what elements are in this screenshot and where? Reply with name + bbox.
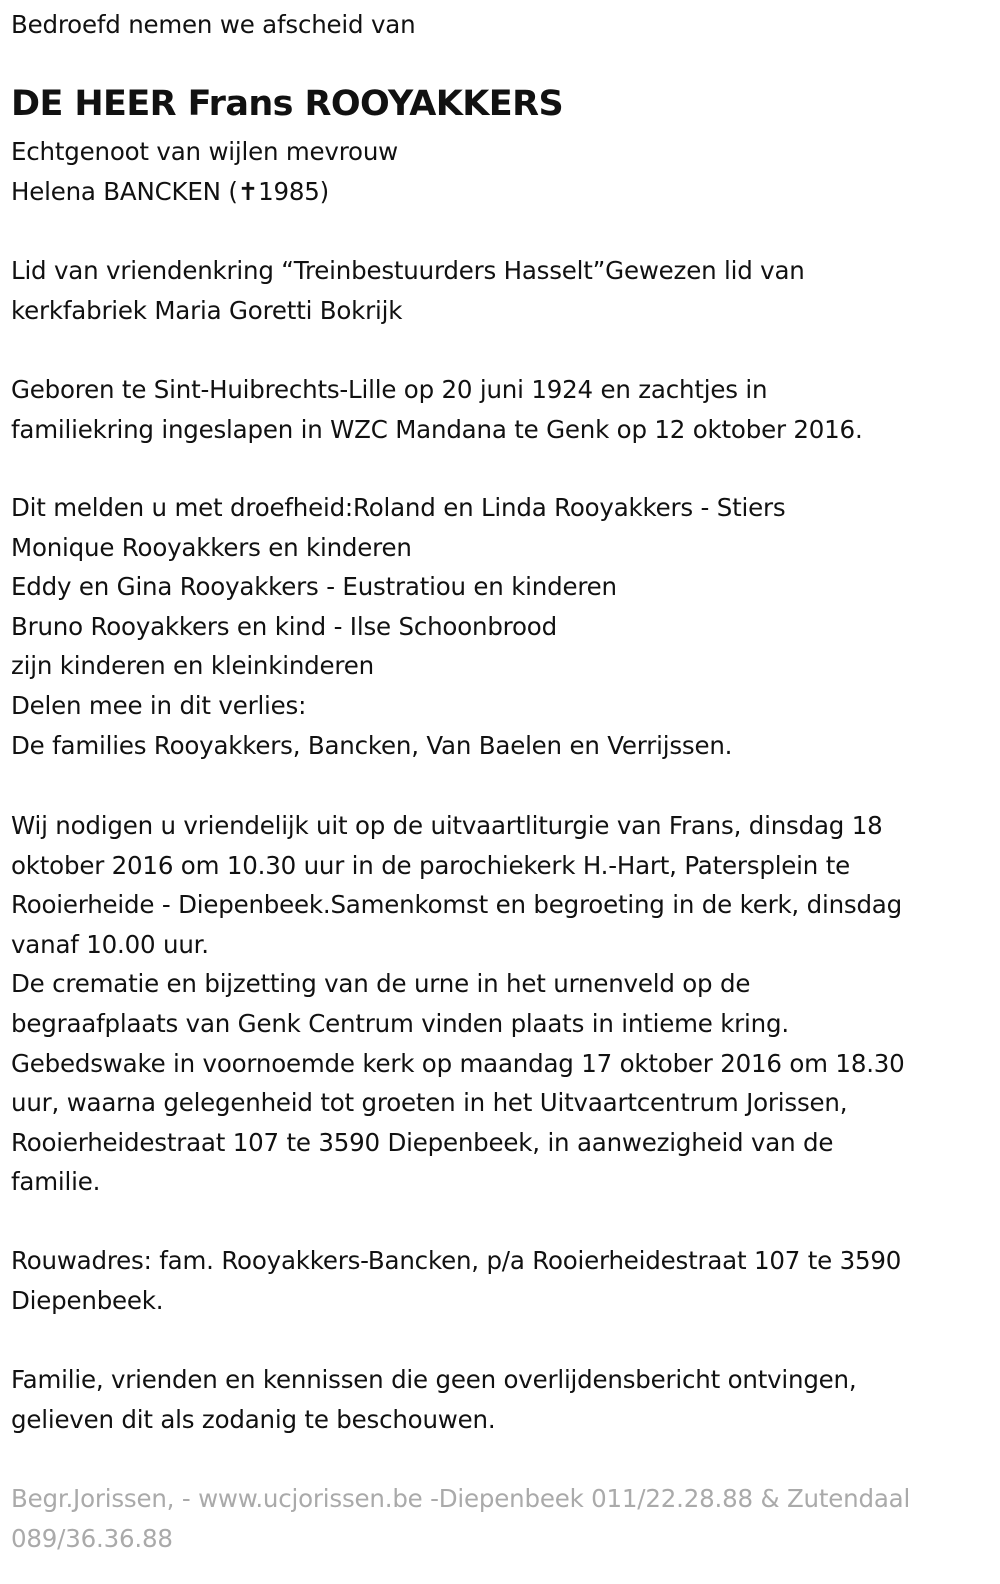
footer-line: 089/36.36.88 [11, 1523, 173, 1553]
deceased-name: DE HEER Frans ROOYAKKERS [11, 84, 564, 124]
family-line: Bruno Rooyakkers en kind - Ilse Schoonbrood [11, 611, 557, 641]
family-section [11, 488, 785, 765]
funeral-line: Wij nodigen u vriendelijk uit op de uitvaartliturgie van Frans, dinsdag 18 [11, 811, 883, 840]
membership-line: Lid van vriendenkring “Treinbestuurders Hasselt”Gewezen lid van [11, 256, 805, 285]
family-line: zijn kinderen en kleinkinderen [11, 651, 374, 681]
spouse-line: Echtgenoot van wijlen mevrouw [11, 137, 399, 166]
birth-death-line: familiekring ingeslapen in WZC Mandana te Genk op 12 oktober 2016. [11, 414, 863, 444]
membership-line: kerkfabriek Maria Goretti Bokrijk [11, 295, 403, 325]
funeral-line: De crematie en bijzetting van de urne in het urnenveld op de [11, 969, 751, 999]
birth-death-line: Geboren te Sint-Huibrechts-Lille op 20 juni 1924 en zachtjes in [11, 375, 768, 404]
family-line: Delen mee in dit verlies: [11, 690, 307, 720]
address-line: Rouwadres: fam. Rooyakkers-Bancken, p/a Rooierheidestraat 107 te 3590 [11, 1246, 902, 1275]
cross-icon: ✝ [237, 176, 259, 206]
spouse-section [11, 132, 398, 211]
funeral-line: oktober 2016 om 10.30 uur in de parochiekerk H.-Hart, Patersplein te [11, 850, 850, 880]
mourning-address-section [11, 1241, 901, 1320]
family-line: Monique Rooyakkers en kinderen [11, 532, 412, 562]
funeral-line: Rooierheide - Diepenbeek.Samenkomst en begroeting in de kerk, dinsdag [11, 890, 902, 920]
funeral-line: vanaf 10.00 uur. [11, 929, 209, 959]
notice-section [11, 1360, 856, 1439]
birth-death-section [11, 370, 863, 449]
funeral-line: begraafplaats van Genk Centrum vinden plaats in intieme kring. [11, 1008, 789, 1038]
notice-line: Familie, vrienden en kennissen die geen overlijdensbericht ontvingen, [11, 1365, 857, 1394]
funeral-section [11, 806, 905, 1202]
spouse-name: Helena BANCKEN ( [11, 176, 238, 206]
family-line: De families Rooyakkers, Bancken, Van Baelen en Verrijssen. [11, 730, 733, 760]
address-line: Diepenbeek. [11, 1285, 164, 1315]
funeral-line: Rooierheidestraat 107 te 3590 Diepenbeek, in aanwezigheid van de [11, 1127, 834, 1157]
spouse-name-line [11, 172, 398, 212]
family-line: Eddy en Gina Rooyakkers - Eustratiou en kinderen [11, 572, 617, 602]
funeral-line: Gebedswake in voornoemde kerk op maandag 17 oktober 2016 om 18.30 [11, 1048, 905, 1078]
family-line: Dit melden u met droefheid:Roland en Linda Rooyakkers - Stiers [11, 493, 786, 522]
funeral-home-footer [11, 1479, 910, 1558]
funeral-line: uur, waarna gelegenheid tot groeten in het Uitvaartcentrum Jorissen, [11, 1088, 848, 1118]
funeral-line: familie. [11, 1167, 101, 1197]
membership-section [11, 251, 805, 330]
spouse-death-year: 1985) [258, 176, 329, 206]
notice-line: gelieven dit als zodanig te beschouwen. [11, 1404, 496, 1434]
intro-text: Bedroefd nemen we afscheid van [11, 10, 416, 39]
footer-line: Begr.Jorissen, - www.ucjorissen.be -Diepenbeek 011/22.28.88 & Zutendaal [11, 1484, 911, 1513]
